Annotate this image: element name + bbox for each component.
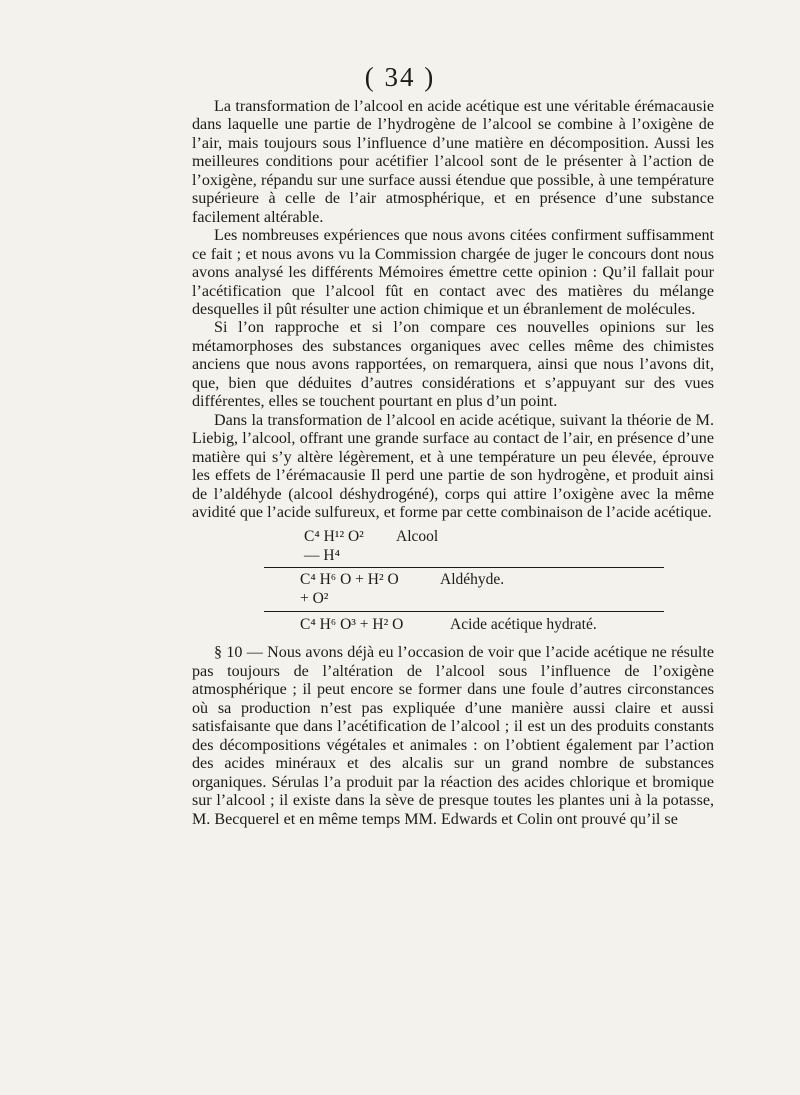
- formula-alcool-label: Alcool: [396, 528, 439, 546]
- paragraph-liebig-theory: Dans la transformation de l’alcool en acide acétique, suivant la théorie de M. Liebig, l’alcool, offrant une grande surface au contact de l’air, en présence d’une matière qui s’y altère légèrement, et à une température un peu élevée, éprouve les effets de l’érémacausie Il perd une partie de son hydrogène, et produit ainsi de l’aldéhyde (alcool déshydrogéné), corps qui attire l’oxigène avec la même avidité que l’acide sulfureux, et forme par cette combinaison de l’acide acétique.: [192, 411, 714, 521]
- formula-acetic-acid-label: Acide acétique hydraté.: [450, 616, 597, 634]
- page-number: ( 34 ): [364, 62, 436, 92]
- formula-aldehyde: C⁴ H⁶ O + H² O: [300, 571, 399, 589]
- formula-rule-2: [264, 611, 664, 612]
- formula-plus-o2: + O²: [300, 590, 329, 608]
- formula-acetic-acid: C⁴ H⁶ O³ + H² O: [300, 616, 404, 634]
- formula-minus-h4: — H⁴: [304, 547, 340, 565]
- paragraph-experiences: Les nombreuses expériences que nous avons citées confirment suffisamment ce fait ; et nous avons vu la Commission chargée de juger le concours dont nous avons analysé les différents Mémoires émettre cette opinion : Qu’il fallait pour l’acétification que l’alcool fût en contact avec des matières du mélange desquelles il pût résulter une action chimique et un ébranlement de molécules.: [192, 227, 714, 318]
- formula-rule-1: [264, 567, 664, 568]
- paragraph-section-10: § 10 — Nous avons déjà eu l’occasion de voir que l’acide acétique ne résulte pas toujours de l’altération de l’alcool sous l’influence de l’oxigène atmosphérique ; il peut encore se former dans une foule d’autres circonstances où sa production n’est pas expliquée d’une manière aussi claire et aussi satisfaisante que dans l’acétification de l’alcool ; il est un des produits constants des décompositions végétales et animales : on l’obtient également par l’action des acides minéraux et des alcalis sur un grand nombre de substances organiques. Sérulas l’a produit par la réaction des acides chlorique et bromique sur l’alcool ; il existe dans la sève de presque toutes les plantes uni à la potasse, M. Becquerel et en même temps MM. Edwards et Colin ont prouvé qu’il se: [192, 644, 714, 828]
- chemical-formula-block: [192, 523, 714, 639]
- paragraph-comparison: Si l’on rapproche et si l’on compare ces nouvelles opinions sur les métamorphoses des substances organiques avec celles même des chimistes anciens que nous avons rapportées, on remarquera, ainsi que nous l’avons dit, que, bien que déduites d’autres considérations et s’appuyant sur des vues différentes, elles se touchent pourtant en plus d’un point.: [192, 319, 714, 411]
- formula-aldehyde-label: Aldéhyde.: [440, 571, 505, 589]
- formula-alcool: C⁴ H¹² O²: [304, 528, 364, 546]
- body-text: [192, 98, 714, 829]
- paragraph-acetification: La transformation de l’alcool en acide acétique est une véritable érémacausie dans laquelle une partie de l’hydrogène de l’alcool se combine à l’oxigène de l’air, mais toujours sous l’influence d’une matière en décomposition. Aussi les meilleures conditions pour acétifier l’alcool sont de le présenter à l’action de l’oxigène, répandu sur une surface aussi étendue que possible, à une température supérieure à celle de l’air atmosphérique, et en présence d’une substance facilement altérable.: [192, 98, 714, 226]
